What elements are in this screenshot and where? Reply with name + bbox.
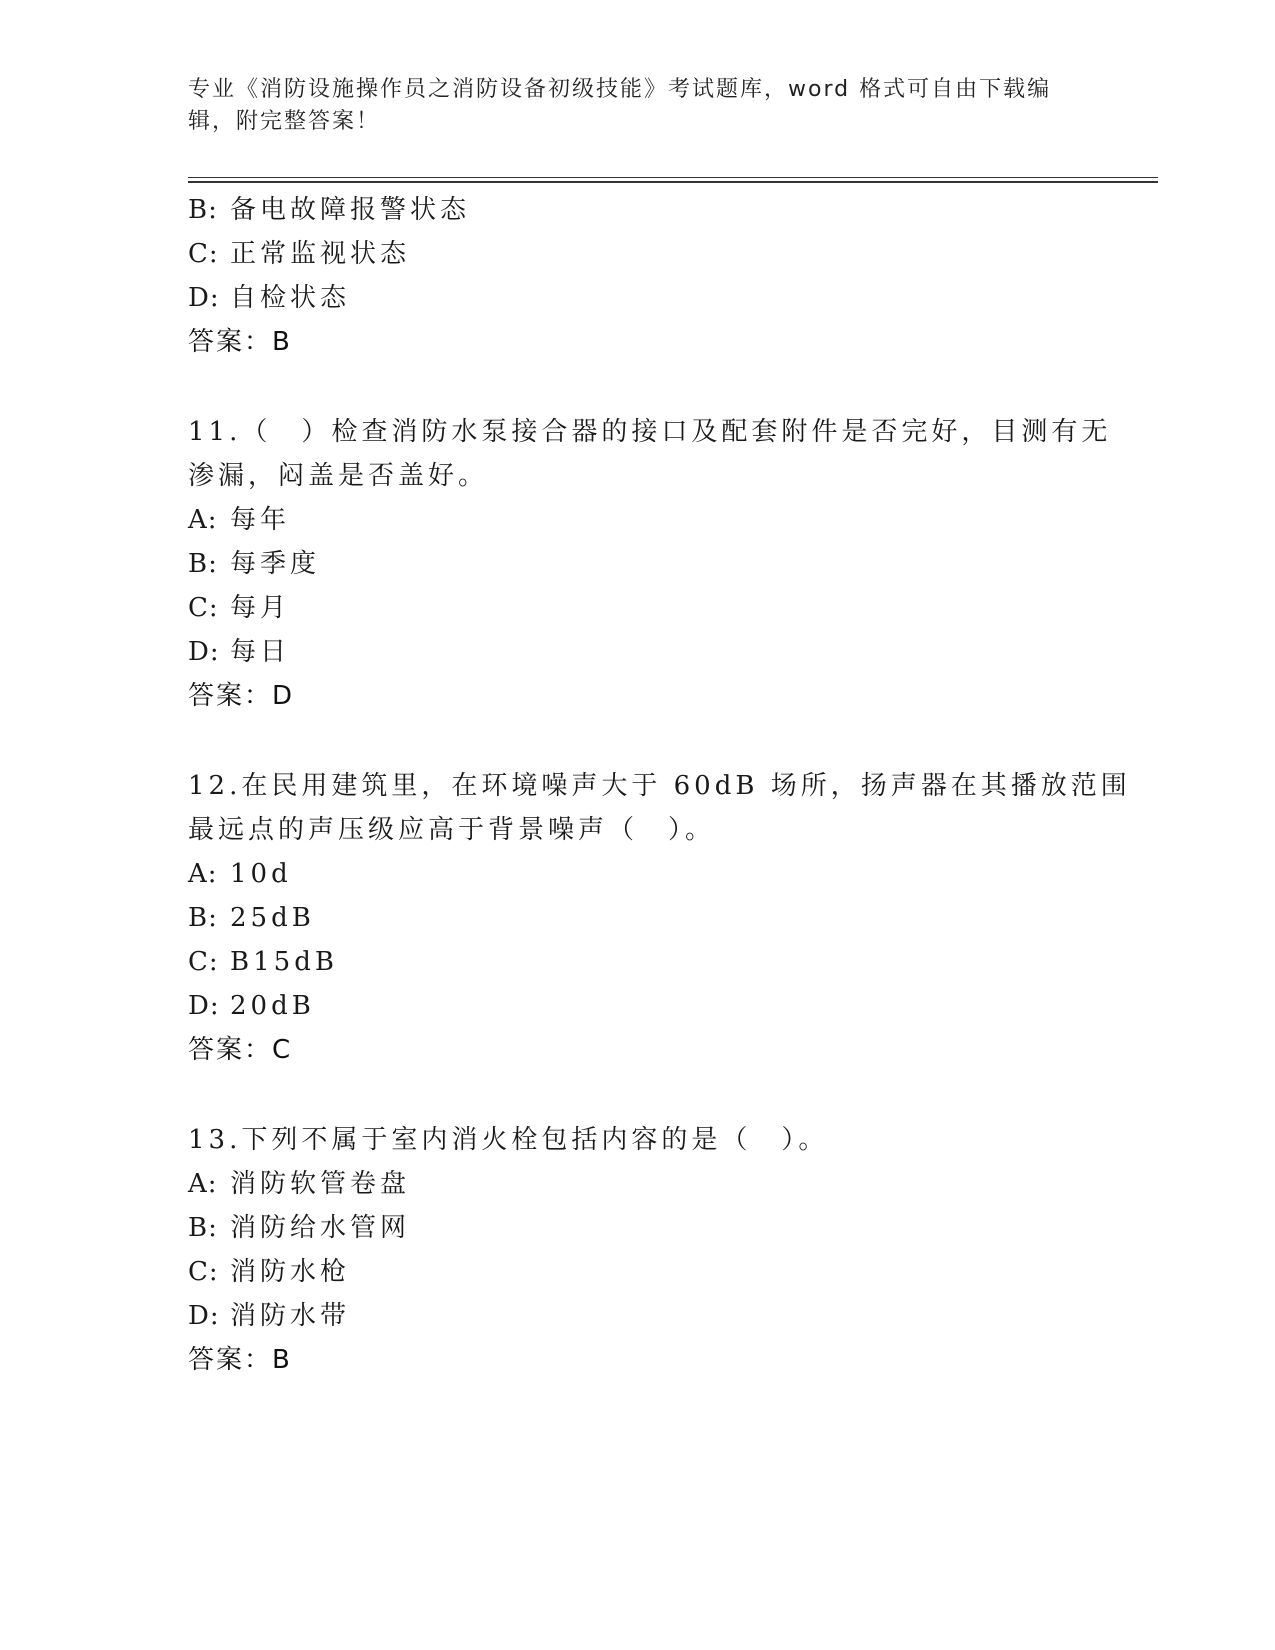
option-key: C: (188, 1257, 219, 1287)
header-divider-thin (188, 177, 1158, 178)
option-text: 每日 (230, 637, 291, 667)
q12-option-d (188, 989, 315, 1023)
option-text: 每年 (230, 505, 291, 535)
option-key: C: (188, 593, 219, 623)
q10-answer: 答案：B (188, 327, 292, 357)
q11-stem-line-2: 渗漏，闷盖是否盖好。 (188, 461, 489, 491)
q11-answer: 答案：D (188, 681, 295, 711)
option-key: C: (188, 239, 219, 269)
option-text: 消防软管卷盘 (230, 1169, 411, 1199)
option-text: 20dB (230, 991, 315, 1021)
q13-stem-line-1: 13.下列不属于室内消火栓包括内容的是（ ）。 (188, 1125, 829, 1155)
header-line-1: 专业《消防设施操作员之消防设备初级技能》考试题库，word 格式可自由下载编 (188, 77, 1052, 102)
option-text: 消防给水管网 (230, 1213, 411, 1243)
q12-stem-line-2: 最远点的声压级应高于背景噪声（ ）。 (188, 815, 716, 845)
option-key: B: (188, 549, 218, 579)
document-header (188, 74, 1068, 138)
option-text: 消防水带 (230, 1301, 351, 1331)
option-text: 备电故障报警状态 (230, 195, 471, 225)
option-text: 每月 (230, 593, 291, 623)
q12-option-b (188, 901, 315, 935)
option-key: D: (188, 637, 220, 667)
q11-stem-line-1: 11.（ ）检查消防水泵接合器的接口及配套附件是否完好，目测有无 (188, 417, 1112, 447)
option-text: 消防水枪 (230, 1257, 351, 1287)
q11-option-b (188, 547, 320, 581)
q12-option-c (188, 945, 338, 979)
option-key: D: (188, 991, 220, 1021)
option-key: D: (188, 283, 220, 313)
option-key: D: (188, 1301, 220, 1331)
q13-option-c (188, 1255, 350, 1289)
q13-option-b (188, 1211, 410, 1245)
q10-option-c (188, 237, 410, 271)
q11-option-a (188, 503, 290, 537)
q12-option-a (188, 857, 292, 891)
q11-option-c (188, 591, 290, 625)
q13-option-a (188, 1167, 410, 1201)
option-key: C: (188, 947, 219, 977)
option-text: 25dB (230, 903, 315, 933)
q12-answer: 答案：C (188, 1035, 293, 1065)
q11-option-d (188, 635, 290, 669)
q13-option-d (188, 1299, 350, 1333)
option-key: A: (188, 505, 218, 535)
option-key: A: (188, 859, 218, 889)
option-key: A: (188, 1169, 218, 1199)
option-key: B: (188, 195, 218, 225)
q10-option-b (188, 193, 470, 227)
option-text: 自检状态 (230, 283, 351, 313)
option-key: B: (188, 903, 218, 933)
q10-option-d (188, 281, 350, 315)
option-key: B: (188, 1213, 218, 1243)
header-line-2: 辑，附完整答案！ (188, 109, 381, 134)
option-text: 10d (230, 859, 292, 889)
q12-stem-line-1: 12.在民用建筑里，在环境噪声大于 60dB 场所，扬声器在其播放范围 (188, 771, 1131, 801)
option-text: 正常监视状态 (230, 239, 411, 269)
header-divider-thick (188, 181, 1158, 183)
option-text: 每季度 (230, 549, 321, 579)
q13-answer: 答案：B (188, 1345, 292, 1375)
option-text: B15dB (230, 947, 338, 977)
